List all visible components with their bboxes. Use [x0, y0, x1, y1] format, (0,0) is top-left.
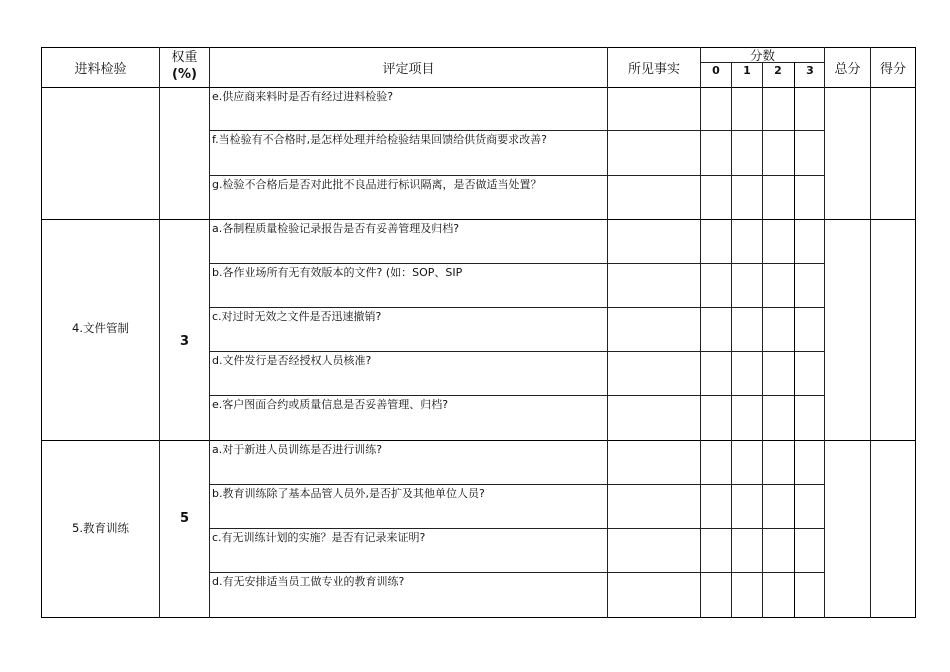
- item-text: d.有无安排适当员工做专业的教育训练?: [212, 575, 405, 588]
- header-fact: 所见事实: [627, 62, 680, 77]
- header-category: 进料检验: [74, 62, 127, 77]
- header-total: 总分: [834, 62, 861, 77]
- weight-value: 3: [179, 334, 190, 349]
- header-weight-label: 权重: [171, 50, 198, 65]
- item-text: b.各作业场所有无有效版本的文件? (如：SOP、SIP: [212, 266, 463, 279]
- item-text: a.各制程质量检验记录报告是否有妥善管理及归档?: [212, 222, 460, 235]
- item-text: c.有无训练计划的实施？是否有记录来证明?: [212, 531, 426, 544]
- item-text: c.对过时无效之文件是否迅速撤销?: [212, 310, 382, 323]
- score-1: 1: [743, 64, 751, 77]
- item-text: f.当检验有不合格时,是怎样处理并给检验结果回馈给供货商要求改善?: [212, 133, 547, 146]
- item-text: d.文件发行是否经授权人员核准?: [212, 354, 372, 367]
- header-weight: [160, 50, 209, 83]
- weight-value: 5: [179, 511, 190, 526]
- score-2: 2: [774, 64, 782, 77]
- item-text: g.检验不合格后是否对此批不良品进行标识隔离，是否做适当处置？: [212, 178, 542, 191]
- item-text: e.供应商来料时是否有经过进料检验?: [212, 90, 394, 103]
- category-label: 4.文件管制: [72, 321, 129, 335]
- header-item: 评定项目: [382, 62, 435, 77]
- category-label: 5.教育训练: [72, 521, 129, 535]
- item-text: b.教育训练除了基本品管人员外,是否扩及其他单位人员?: [212, 487, 485, 500]
- header-score: 分数: [749, 47, 775, 63]
- header-got: 得分: [879, 62, 906, 77]
- score-0: 0: [712, 64, 720, 77]
- score-3: 3: [806, 64, 814, 77]
- header-weight-unit: (%): [172, 67, 197, 82]
- item-text: e.客户图面合约或质量信息是否妥善管理、归档?: [212, 398, 449, 411]
- item-text: a.对于新进人员训练是否进行训练?: [212, 443, 383, 456]
